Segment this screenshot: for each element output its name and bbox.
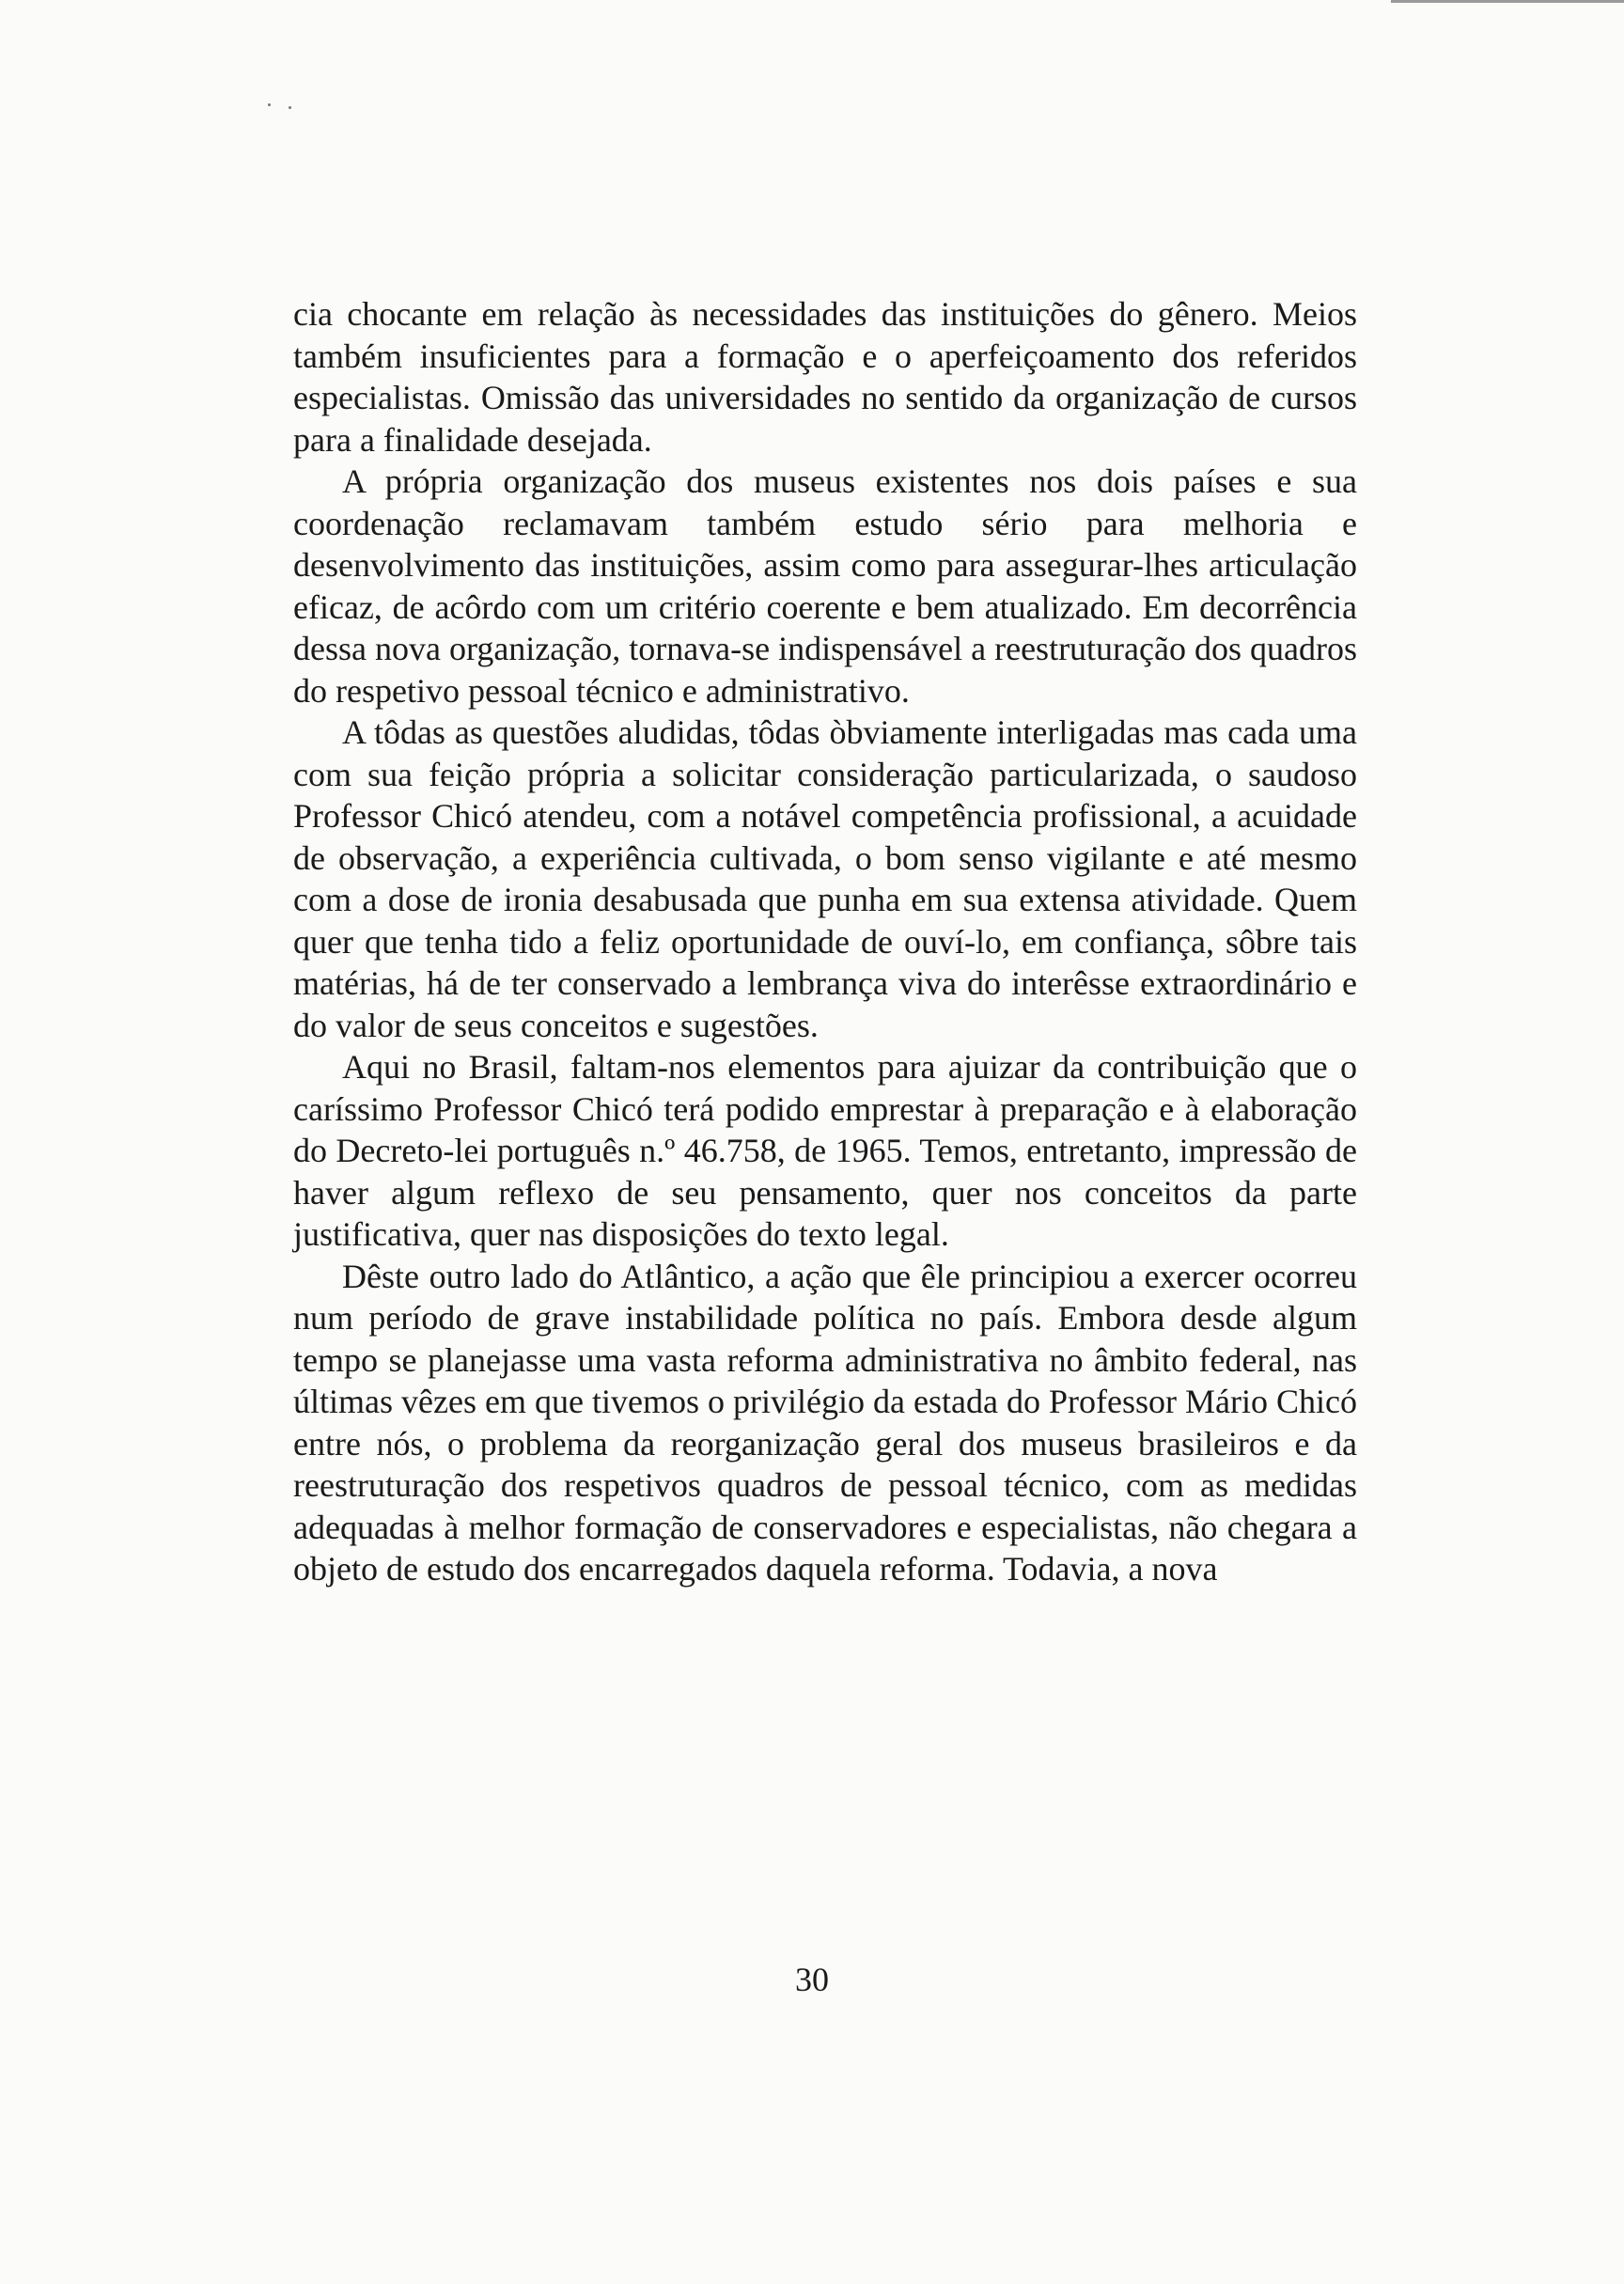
page-number: 30 xyxy=(795,1961,829,1998)
scan-specks xyxy=(268,102,305,111)
paragraph-3: A tôdas as questões aludidas, tôdas òbviamente interligadas mas cada uma com sua feição própria a solicitar consideração particularizada, o saudoso Professor Chicó atendeu, com a notável competência profissional, a acuidade de observação, a experiência cultivada, o bom senso vigilante e até mesmo com a dose de ironia desabusada que punha em sua extensa atividade. Quem quer que tenha tido a feliz oportunidade de ouví-lo, em confiança, sôbre tais matérias, há de ter conservado a lembrança viva do interêsse extraordinário e do valor de seus conceitos e sugestões. xyxy=(293,713,1357,1044)
body-text xyxy=(293,293,1357,1590)
paragraph-5: Dêste outro lado do Atlântico, a ação que êle principiou a exercer ocorreu num período de grave instabilidade política no país. Embora desde algum tempo se planejasse uma vasta reforma administrativa no âmbito federal, nas últimas vêzes em que tivemos o privilégio da estada do Professor Mário Chicó entre nós, o problema da reorganização geral dos museus brasileiros e da reestruturação dos respetivos quadros de pessoal técnico, com as medidas adequadas à melhor formação de conservadores e especialistas, não chegara a objeto de estudo dos encarregados daquela reforma. Todavia, a nova xyxy=(293,1257,1357,1588)
paragraph-2: A própria organização dos museus existentes nos dois países e sua coordenação reclamavam também estudo sério para melhoria e desenvolvimento das instituições, assim como para assegurar-lhes articulação eficaz, de acôrdo com um critério coerente e bem atualizado. Em decorrência dessa nova organização, tornava-se indispensável a reestruturação dos quadros do respetivo pessoal técnico e administrativo. xyxy=(293,462,1357,710)
paragraph-1: cia chocante em relação às necessidades das instituições do gênero. Meios também insuficientes para a formação e o aperfeiçoamento dos referidos especialistas. Omissão das universidades no sentido da organização de cursos para a finalidade desejada. xyxy=(293,295,1357,459)
paragraph-4: Aqui no Brasil, faltam-nos elementos para ajuizar da contribuição que o caríssimo Professor Chicó terá podido emprestar à preparação e à elaboração do Decreto-lei português n.º 46.758, de 1965. Temos, entretanto, impressão de haver algum reflexo de seu pensamento, quer nos conceitos da parte justificativa, quer nas disposições do texto legal. xyxy=(293,1048,1357,1253)
scan-edge-rule xyxy=(1391,0,1624,3)
